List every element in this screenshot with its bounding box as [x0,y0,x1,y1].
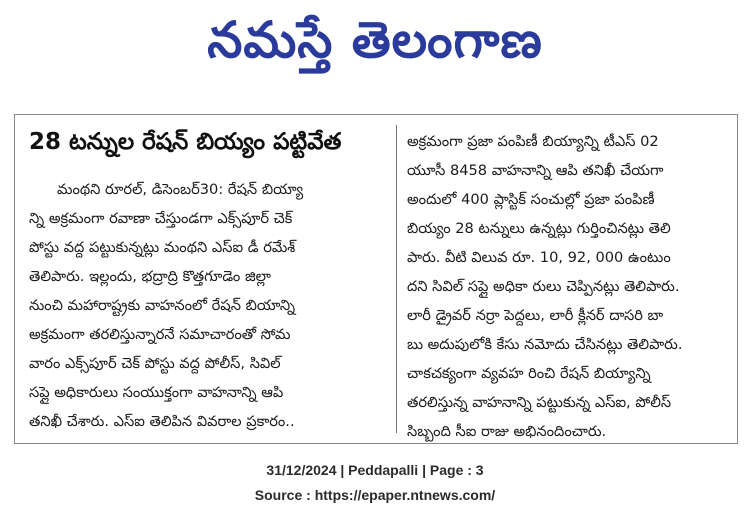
article-headline: 28 టన్నుల రేషన్ బియ్యం పట్టివేత [29,129,342,155]
text-line: న్ని అక్రమంగా రవాణా చేస్తుండగా ఎక్స్‌పూర్ చెక్ [29,210,293,227]
text-line: మంథని రూరల్, డిసెంబర్30: రేషన్ బియ్యా [57,181,304,198]
publication-info: 31/12/2024 | Peddapalli | Page : 3 [266,462,484,478]
text-line: సిబ్బంది సీఐ రాజు అభినందించారు. [407,423,607,440]
text-line: పారు. వీటి విలువ రూ. 10, 92, 000 ఉంటుం [407,249,671,266]
text-line: అక్రమంగా ప్రజా పంపిణీ బియ్యాన్ని టీఎస్ 02 [407,133,659,150]
text-line: నుంచి మహారాష్ట్రకు వాహనంలో రేషన్ బియాన్ని [29,297,296,314]
text-line: యూసీ 8458 వాహనాన్ని ఆపి తనిఖీ చేయగా [407,162,664,179]
column-divider [396,125,397,433]
text-line: అందులో 400 ప్లాస్టిక్ సంచుల్లో ప్రజా పంపిణీ [407,191,655,208]
text-line: చాకచక్యంగా వ్యవహ రించి రేషన్ బియ్యాన్ని [407,365,651,382]
source-link[interactable]: Source : https://epaper.ntnews.com/ [254,487,496,503]
newspaper-logo: నమస్తే తెలంగాణ [207,11,543,69]
article-clipping [14,114,738,444]
text-line: పోస్టు వద్ద పట్టుకున్నట్లు మంథని ఎస్ఐ డీ రమేశ్ [29,239,296,256]
text-line: వారం ఎక్స్‌పూర్ చెక్ పోస్టు వద్ద పోలీస్, సివిల్ [29,355,281,372]
text-line: తనిఖీ చేశారు. ఎస్ఐ తెలిపిన వివరాల ప్రకారం.. [29,413,295,430]
article-column-right [407,127,725,446]
article-column-left [29,175,385,436]
text-line: బు అదుపులోకి కేసు నమోదు చేసినట్లు తెలిపారు. [407,336,683,353]
text-line: దని సివిల్ సప్లై అధికా రులు చెప్పినట్లు తెలిపారు. [407,278,680,295]
text-line: తరలిస్తున్న వాహనాన్ని పట్టుకున్న ఎస్ఐ, పోలీస్ [407,394,672,411]
text-line: తెలిపారు. ఇల్లందు, భద్రాద్రి కొత్తగూడెం జిల్లా [29,268,271,285]
masthead [0,0,750,88]
text-line: అక్రమంగా తరలిస్తున్నారనే సమాచారంతో సోమ [29,326,291,343]
text-line: సప్లై అధికారులు సంయుక్తంగా వాహనాన్ని ఆపి [29,384,284,401]
text-line: బియ్యం 28 టన్నులు ఉన్నట్లు గుర్తించినట్లు తెలి [407,220,671,237]
text-line: లారీ డ్రైవర్ నర్రా పెద్దలు, లారీ క్లీనర్ దాసరి బా [407,307,664,324]
